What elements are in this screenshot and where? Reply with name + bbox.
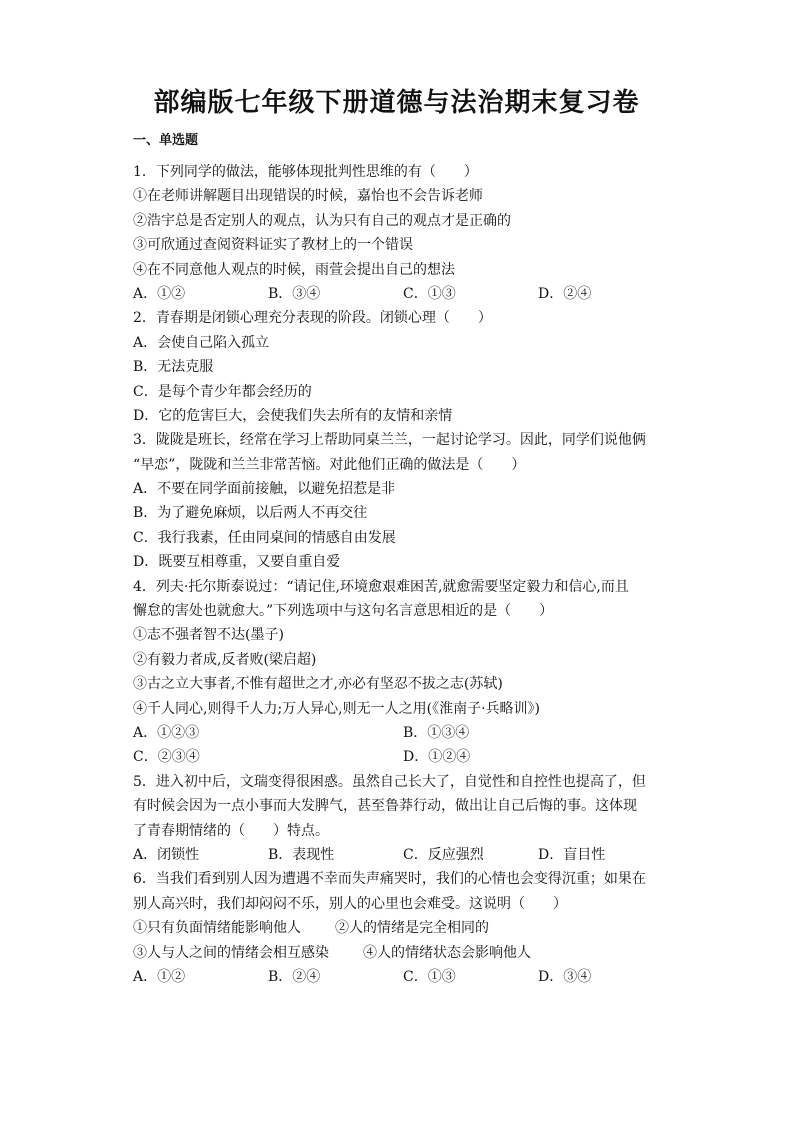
option-c: C．①③: [403, 968, 456, 985]
question-6-statements-row-1: [133, 916, 673, 940]
option-c: C．①③: [403, 285, 456, 302]
question-5-stem-line-1: 5．进入初中后，文瑞变得很困惑。虽然自己长大了，自觉性和自控性也提高了，但: [133, 773, 646, 790]
question-1-options: [133, 282, 673, 306]
question-3-stem-line-2: “早恋”，陇陇和兰兰非常苦恼。对此他们正确的做法是（ ）: [133, 456, 526, 473]
question-2-option-d: D．它的危害巨大，会使我们失去所有的友情和亲情: [133, 407, 453, 424]
option-d: D．盲目性: [538, 846, 606, 863]
option-a: A．①②: [133, 285, 186, 302]
question-3-option-b: B．为了避免麻烦，以后两人不再交往: [133, 505, 368, 522]
option-c: C．②③④: [133, 749, 200, 766]
question-list: [133, 160, 673, 989]
option-b: B．①③④: [403, 724, 470, 741]
question-6-statements-row-2: [133, 941, 673, 965]
question-3-stem-line-1: 3．陇陇是班长，经常在学习上帮助同桌兰兰，一起讨论学习。因此，同学们说他俩: [133, 432, 646, 449]
option-a: A．①②: [133, 968, 186, 985]
option-a: A．闭锁性: [133, 846, 200, 863]
question-2-option-a: A．会使自己陷入孤立: [133, 334, 270, 351]
option-b: B．③④: [268, 285, 321, 302]
question-3-option-c: C．我行我素，任由同桌间的情感自由发展: [133, 529, 396, 546]
question-1-statement-1: ①在老师讲解题目出现错误的时候，嘉怡也不会告诉老师: [133, 188, 483, 205]
option-c: C．反应强烈: [403, 846, 484, 863]
question-3-option-a: A．不要在同学面前接触，以避免招惹是非: [133, 481, 396, 498]
question-5-options: [133, 843, 673, 867]
question-6-stem-line-1: 6．当我们看到别人因为遭遇不幸而失声痛哭时，我们的心情也会变得沉重；如果在: [133, 871, 646, 888]
question-1-statement-4: ④在不同意他人观点的时候，雨萱会提出自己的想法: [133, 261, 455, 278]
question-6-stem-line-2: 别人高兴时，我们却闷闷不乐，别人的心里也会难受。这说明（ ）: [133, 895, 567, 912]
option-d: D．②④: [538, 285, 592, 302]
question-1-statement-2: ②浩宇总是否定别人的观点，认为只有自己的观点才是正确的: [133, 212, 511, 229]
exam-title: 部编版七年级下册道德与法治期末复习卷: [153, 88, 640, 118]
option-b: B．②④: [268, 968, 321, 985]
option-d: D．①②④: [403, 749, 471, 766]
question-2-stem: 2．青春期是闭锁心理充分表现的阶段。闭锁心理（ ）: [133, 310, 492, 327]
option-b: B．表现性: [268, 846, 335, 863]
question-4-statement-2: ②有毅力者成,反者败(梁启超): [133, 651, 317, 668]
question-6-statement-1: ①只有负面情绪能影响他人: [133, 920, 301, 937]
question-3-option-d: D．既要互相尊重，又要自重自爱: [133, 554, 341, 571]
question-5-stem-line-3: 了青春期情绪的（ ）特点。: [133, 822, 329, 839]
question-4-statement-1: ①志不强者智不达(墨子): [133, 627, 284, 644]
question-6-statement-3: ③人与人之间的情绪会相互感染: [133, 944, 329, 961]
question-1-statement-3: ③可欣通过查阅资料证实了教材上的一个错误: [133, 237, 413, 254]
question-5-stem-line-2: 有时候会因为一点小事而大发脾气，甚至鲁莽行动，做出让自己后悔的事。这体现: [133, 798, 637, 815]
question-4-options-row-2: [133, 745, 673, 769]
section-heading: 一、单选题: [133, 133, 199, 148]
option-d: D．③④: [538, 968, 592, 985]
question-6-statement-2: ②人的情绪是完全相同的: [335, 920, 489, 937]
question-1-stem: 1．下列同学的做法，能够体现批判性思维的有（ ）: [133, 164, 478, 180]
question-4-stem-line-1: 4．列夫·托尔斯泰说过：“请记住,环境愈艰难困苦,就愈需要坚定毅力和信心,而且: [133, 578, 629, 595]
question-6-options: [133, 965, 673, 989]
question-4-options-row-1: [133, 721, 673, 745]
question-2-option-c: C．是每个青少年都会经历的: [133, 383, 312, 400]
question-6-statement-4: ④人的情绪状态会影响他人: [363, 944, 531, 961]
question-4-statement-3: ③古之立大事者,不惟有超世之才,亦必有坚忍不拔之志(苏轼): [133, 676, 503, 693]
question-4-statement-4: ④千人同心,则得千人力;万人异心,则无一人之用(《淮南子·兵略训》): [133, 700, 540, 717]
question-2-option-b: B．无法克服: [133, 359, 214, 376]
option-a: A．①②③: [133, 724, 200, 741]
question-4-stem-line-2: 懈怠的害处也就愈大。”下列选项中与这句名言意思相近的是（ ）: [133, 603, 554, 620]
